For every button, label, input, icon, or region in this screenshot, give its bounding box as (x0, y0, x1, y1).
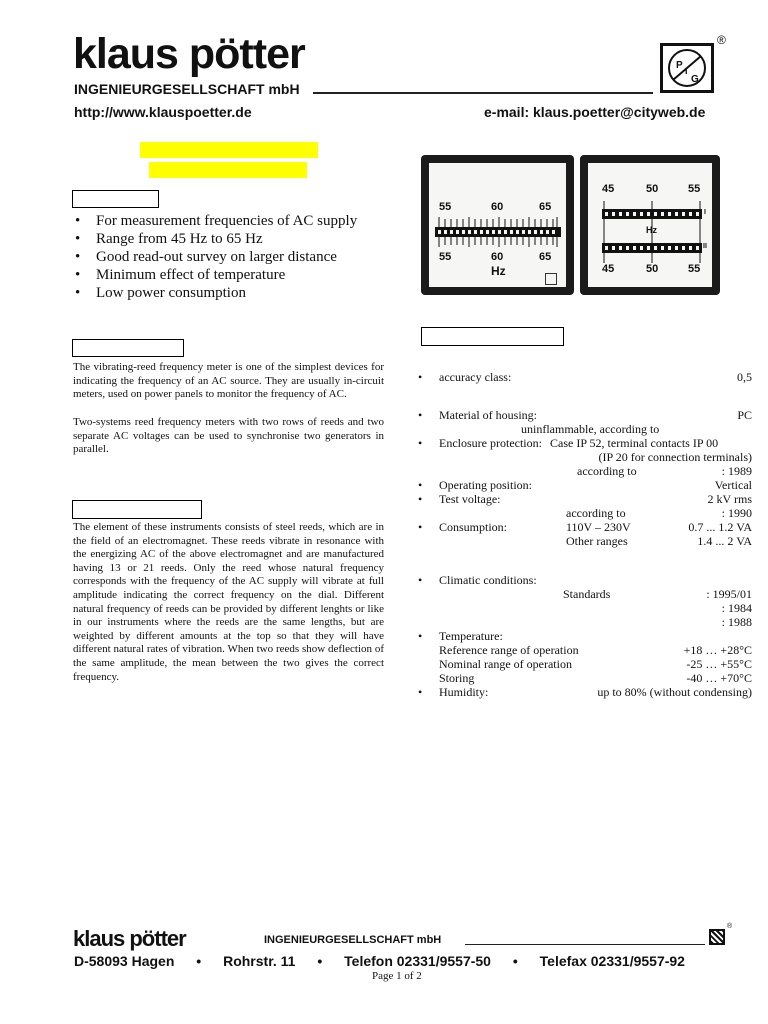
scale-label: 60 (491, 251, 504, 263)
footer-brand: klaus pötter (73, 926, 186, 951)
spec-year: : 1995/01 (706, 587, 752, 601)
spec-note: Standards (563, 587, 611, 601)
spec-year: : 1988 (721, 615, 752, 629)
specs-block (439, 370, 752, 710)
scale-label: 50 (646, 263, 659, 275)
spec-note: according to (577, 464, 637, 478)
scale-label: 50 (646, 183, 659, 195)
scale-label: 45 (602, 183, 615, 195)
scale-label: 65 (539, 201, 552, 213)
list-item: • Minimum effect of temperature (73, 266, 393, 284)
footer (0, 920, 768, 1024)
spec-label: • Consumption: (439, 520, 507, 534)
spec-value: up to 80% (without condensing) (597, 685, 752, 699)
scale-label: 55 (439, 201, 452, 213)
spec-value: Case IP 52, terminal contacts IP 00 (550, 436, 719, 450)
spec-label: Nominal range of operation (439, 657, 572, 671)
footer-logo-icon (709, 929, 725, 945)
footer-phone: Telefon 02331/9557-50 (344, 953, 491, 969)
footer-city: D-58093 Hagen (74, 953, 175, 969)
separator-dot: • (512, 953, 518, 969)
footer-street: Rohrstr. 11 (223, 953, 296, 969)
maker-mark-icon (545, 273, 557, 285)
email-link[interactable]: e-mail: klaus.poetter@cityweb.de (484, 104, 706, 120)
list-item: • Good read-out survey on larger distance (73, 248, 393, 266)
spec-label: • Material of housing: (439, 408, 537, 422)
meter-dial (588, 163, 712, 287)
application-paragraph-2: Two-systems reed frequency meters with two rows of reeds and two separate AC voltages can be used to synchronise two generators in parallel. (73, 416, 384, 456)
spec-note: (IP 20 for connection terminals) (598, 450, 752, 464)
footer-rule (465, 944, 705, 945)
separator-dot: • (196, 953, 202, 969)
scale-label: 55 (688, 263, 701, 275)
page-number: Page 1 of 2 (372, 970, 422, 982)
scale-label: 45 (602, 263, 615, 275)
spec-year: : 1984 (721, 601, 752, 615)
spec-value: Other ranges (566, 534, 628, 548)
scale-label: 65 (539, 251, 552, 263)
company-subtitle: INGENIEURGESELLSCHAFT mbH (74, 81, 300, 97)
scale-label: 55 (688, 183, 701, 195)
spec-label: • Climatic conditions: (439, 573, 537, 587)
spec-note: according to (566, 506, 626, 520)
scale-label: 55 (439, 251, 452, 263)
row-label: II (703, 243, 707, 250)
spec-label: Reference range of operation (439, 643, 579, 657)
footer-fax: Telefax 02331/9557-92 (539, 953, 685, 969)
spec-value: PC (737, 408, 752, 422)
features-list (73, 212, 393, 302)
row-label: I (704, 209, 706, 216)
list-item: • Range from 45 Hz to 65 Hz (73, 230, 393, 248)
features-label-box (72, 190, 159, 208)
spec-label: • Temperature: (439, 629, 503, 643)
registered-mark: ® (717, 33, 726, 47)
svg-text:G: G (691, 74, 699, 85)
svg-text:I: I (685, 66, 688, 76)
spec-value: 1.4 ... 2 VA (697, 534, 752, 548)
spec-label: Storing (439, 671, 475, 685)
function-label-box (72, 500, 202, 519)
subtitle-highlight (149, 162, 307, 178)
separator-dot: • (317, 953, 323, 969)
header (0, 0, 768, 125)
frequency-meter-single (421, 155, 574, 295)
spec-value: -25 … +55°C (686, 657, 752, 671)
pig-logo (660, 43, 714, 93)
reed-scale-graphic (435, 215, 561, 249)
application-paragraph: The vibrating-reed frequency meter is one of the simplest devices for indicating the frequency of an AC source. They are usually in-circuit meters, used on power panels to monitor the frequency of AC. (73, 361, 384, 401)
unit-label: Hz (491, 264, 506, 278)
spec-value: 0.7 ... 1.2 VA (688, 520, 752, 534)
spec-label: • Enclosure protection: (439, 436, 542, 450)
meter-dial (429, 163, 566, 287)
spec-value: 110V – 230V (566, 520, 631, 534)
list-item: • Low power consumption (73, 284, 393, 302)
spec-value: Vertical (714, 478, 752, 492)
spec-year: : 1989 (721, 464, 752, 478)
svg-text:P: P (676, 60, 683, 71)
frequency-meter-dual (580, 155, 720, 295)
website-link[interactable]: http://www.klauspoetter.de (74, 104, 252, 120)
scale-label: 60 (491, 201, 504, 213)
spec-year: : 1990 (721, 506, 752, 520)
spec-label: • Operating position: (439, 478, 532, 492)
unit-label: Hz (646, 225, 657, 235)
application-label-box (72, 339, 184, 357)
logo-mark-icon (663, 46, 711, 90)
function-paragraph: The element of these instruments consists of steel reeds, which are in the field of an electromagnet. These reeds vibrate in resonance with the energizing AC of the above electromagnet and are manufactured having 13 or 21 reeds. Only the reed whose natural frequency corresponds with the frequency of the AC supply will vibrate at full amplitude indicating the correct frequency on the dial. Different natural frequency of reeds can be provided by different lenghts or like in our instruments where the reeds are the same lengths, but are weighted by different amounts at the top so that they will have different natural rates of vibration. When two reeds show deflection of the same amplitude, the mean between the two gives the correct frequency. (73, 521, 384, 683)
header-rule (313, 92, 653, 94)
spec-value: 2 kV rms (707, 492, 752, 506)
spec-value: +18 … +28°C (683, 643, 752, 657)
footer-subtitle: INGENIEURGESELLSCHAFT mbH (264, 934, 442, 946)
list-item: • For measurement frequencies of AC supply (73, 212, 393, 230)
spec-label: • accuracy class: (439, 370, 511, 384)
brand-name: klaus pötter (73, 30, 305, 78)
technical-data-label-box (421, 327, 564, 346)
title-highlight (140, 142, 318, 158)
footer-address-line (74, 953, 734, 969)
footer-registered-mark: ® (727, 923, 733, 930)
spec-value: 0,5 (737, 370, 752, 384)
spec-label: • Test voltage: (439, 492, 500, 506)
spec-label: • Humidity: (439, 685, 488, 699)
spec-note: uninflammable, according to (521, 422, 660, 436)
spec-value: -40 … +70°C (686, 671, 752, 685)
